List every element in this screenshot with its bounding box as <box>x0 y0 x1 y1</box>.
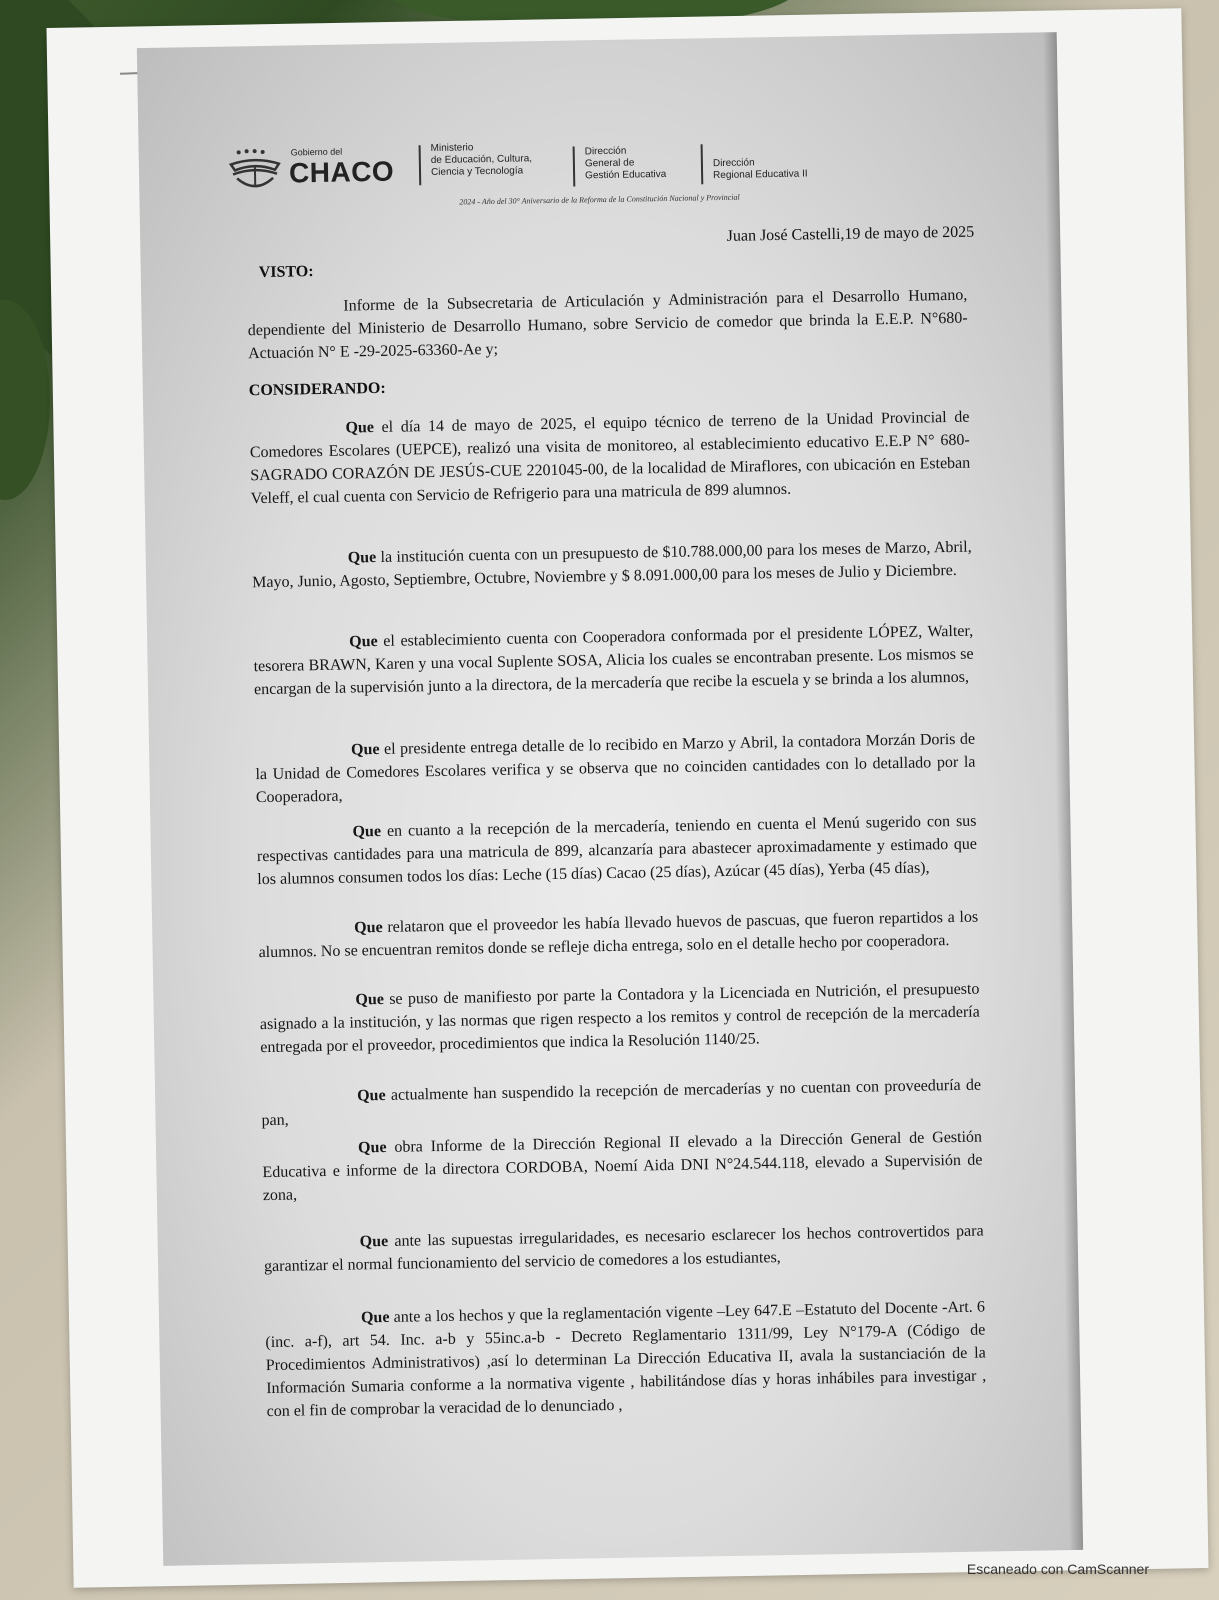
direccion-regional-block: Dirección Regional Educativa II <box>712 157 808 182</box>
divider <box>701 144 704 184</box>
camscanner-watermark: Escaneado con CamScanner <box>966 1561 1149 1577</box>
considerando-paragraph: Que ante las supuestas irregularidades, es necesario esclarecer los hechos controvertidos para garantizar el normal funcionamiento del servicio de comedores a los estudiantes, <box>263 1222 984 1276</box>
considerando-paragraph: Que se puso de manifiesto por parte la Contadora y la Licenciada en Nutrición, el presupuesto asignado a la institución, y las normas que rigen respecto a los remitos y control de recepción de la mercadería entregada por el proveedor, procedimientos que indica la Resolución 1140/25. <box>259 980 980 1057</box>
ministerio-block: Ministerio de Educación, Cultura, Ciencia y Tecnología <box>430 142 533 179</box>
considerando-paragraph: Que actualmente han suspendido la recepción de mercaderías y no cuentan con proveeduría de pan, <box>261 1076 982 1130</box>
logo-subtitle: Gobierno del <box>290 146 343 158</box>
considerando-heading: CONSIDERANDO: <box>248 379 386 400</box>
chaco-logo-icon <box>227 148 284 193</box>
anniversary-line: 2024 - Año del 30° Aniversario de la Reforma de la Constitución Nacional y Provincial <box>459 192 740 207</box>
visto-heading: VISTO: <box>258 263 314 282</box>
considerando-paragraph: Que relataron que el proveedor les había llevado huevos de pascuas, que fueron repartidos a los alumnos. No se encuentran remitos donde se refleje dicha entrega, solo en el detalle hecho por cooperadora. <box>258 908 979 962</box>
considerando-paragraph: Que en cuanto a la recepción de la mercadería, teniendo en cuenta el Menú sugerido con sus respectivas cantidades para una matricula de 899, alcanzaría para abastecer aproximadamente y estimado que los alumnos consumen todos los días: Leche (15 días) Cacao (25 días), Azúcar (45 días), Yerba (45 días), <box>256 812 977 889</box>
considerando-paragraph: Que el presidente entrega detalle de lo recibido en Marzo y Abril, la contadora Morzán Doris de la Unidad de Comedores Escolares verifica y se observa que no coinciden cantidades con lo detallado por la Cooperadora, <box>255 730 976 807</box>
considerando-paragraph: Que el día 14 de mayo de 2025, el equipo técnico de terreno de la Unidad Provincial de Comedores Escolares (UEPCE), realizó una visita de monitoreo, al establecimiento educativo E.E.P N° 680-SAGRADO CORAZÓN DE JESÚS-CUE 2201045-00, de la localidad de Miraflores, con ubicación en Esteban Veleff, el cual cuenta con Servicio de Refrigerio para una matricula de 899 alumnos. <box>249 408 971 508</box>
visto-paragraph: Informe de la Subsecretaria de Articulación y Administración para el Desarrollo Humano, dependiente del Ministerio de Desarrollo Humano, sobre Servicio de comedor que brinda la E.E.P. N°680-Actuación N° E -29-2025-63360-Ae y; <box>247 286 968 363</box>
scanned-document <box>137 32 1083 1566</box>
divider <box>573 147 576 187</box>
divider <box>419 145 422 185</box>
considerando-paragraph: Que el establecimiento cuenta con Cooperadora conformada por el presidente LÓPEZ, Walter, tesorera BRAWN, Karen y una vocal Suplente SOSA, Alicia los cuales se encontraban presente. Los mismos se encargan de la supervisión junto a la directora, de la mercadería que recibe la escuela y se brinda a los alumnos, <box>253 622 974 699</box>
letterhead <box>226 121 1007 205</box>
considerando-paragraph: Que obra Informe de la Dirección Regional II elevado a la Dirección General de Gestión Educativa e informe de la directora CORDOBA, Noemí Aida DNI N°24.544.118, elevado a Supervisión de zona, <box>262 1128 983 1205</box>
direccion-general-block: Dirección General de Gestión Educativa <box>584 145 667 182</box>
considerando-paragraph: Que ante a los hechos y que la reglamentación vigente –Ley 647.E –Estatuto del Docente -Art. 6 (inc. a-f), art 54. Inc. a-b y 55inc.a-b - Decreto Reglamentario 1311/99, Ley N°179-A (Código de Procedimientos Administrativos) ,así lo determinan La Dirección Educativa II, avala la sustanciación de la Información Sumaria conforme a la normativa vigente , habilitándose días y horas inhábiles para investigar , con el fin de comprobar la veracidad de lo denunciado , <box>265 1298 987 1421</box>
logo-wordmark: CHACO <box>288 155 395 189</box>
date-line: Juan José Castelli,19 de mayo de 2025 <box>726 223 975 245</box>
considerando-paragraph: Que la institución cuenta con un presupuesto de $10.788.000,00 para los meses de Marzo, Abril, Mayo, Junio, Agosto, Septiembre, Octubre, Noviembre y $ 8.091.000,00 para los meses de Julio y Diciembre. <box>252 538 972 592</box>
